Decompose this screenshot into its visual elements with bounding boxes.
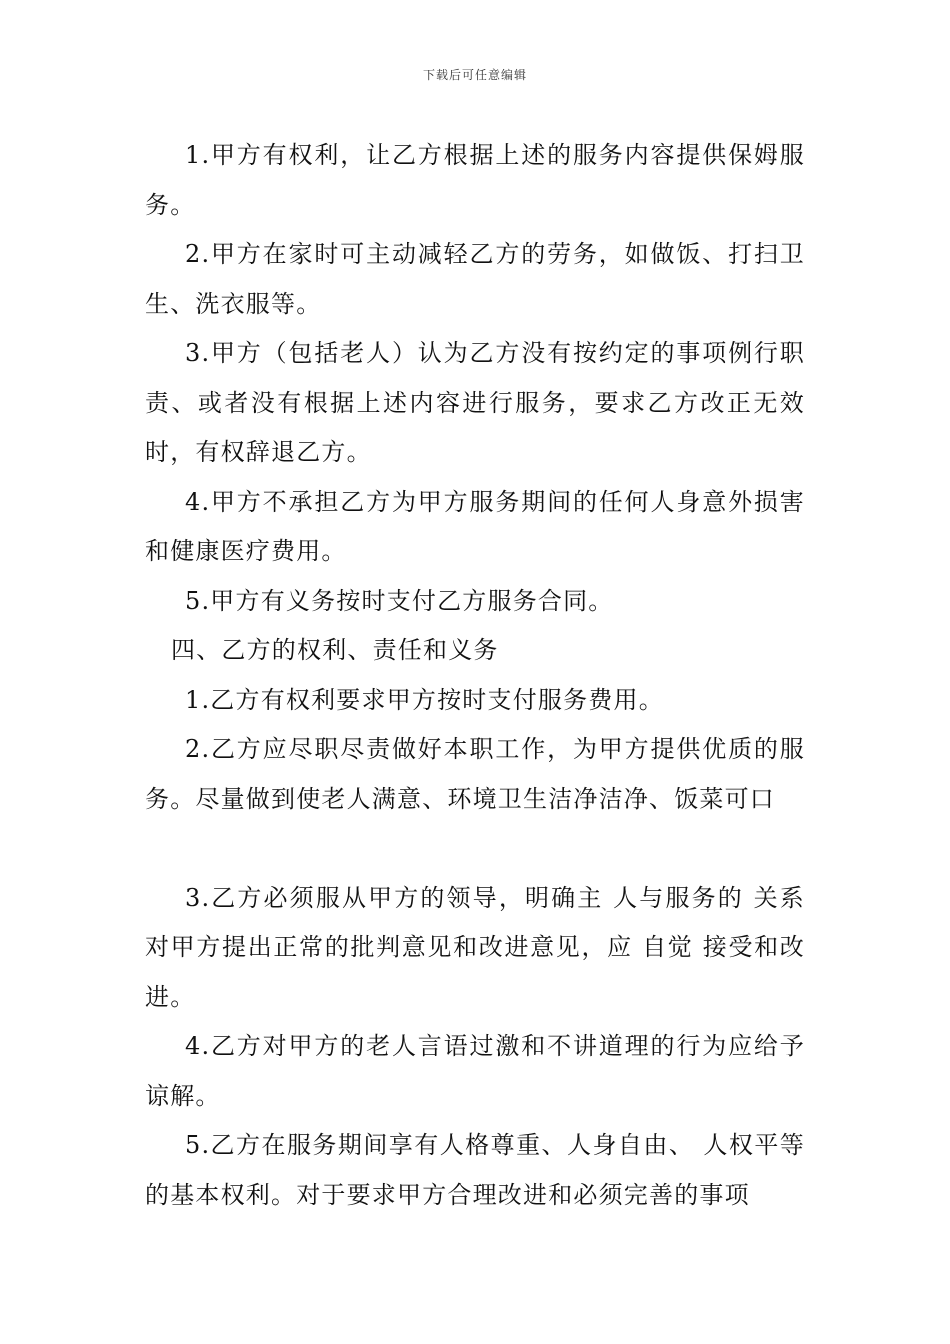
paragraph-party-a-right-2: 2.甲方在家时可主动减轻乙方的劳务，如做饭、打扫卫生、洗衣服等。: [145, 240, 805, 318]
paragraph-party-a-right-3: 3.甲方（包括老人）认为乙方没有按约定的事项例行职责、或者没有根据上述内容进行服务，要求乙方改正无效时，有权辞退乙方。: [145, 339, 805, 466]
paragraph-party-b-right-3: 3.乙方必须服从甲方的领导，明确主 人与服务的 关系对甲方提出正常的批判意见和改进意见，应 自觉 接受和改进。: [145, 883, 805, 1011]
paragraph-party-b-right-5: 5.乙方在服务期间享有人格尊重、人身自由、 人权平等的基本权利。对于要求甲方合理改进和必须完善的事项: [145, 1131, 805, 1209]
blank-line: [145, 824, 805, 874]
paragraph-party-a-right-4: 4.甲方不承担乙方为甲方服务期间的任何人身意外损害和健康医疗费用。: [145, 487, 805, 565]
paragraph-party-b-right-1: 1.乙方有权利要求甲方按时支付服务费用。: [185, 685, 664, 714]
paragraph-party-a-right-5: 5.甲方有义务按时支付乙方服务合同。: [185, 586, 614, 615]
document-body: [145, 131, 805, 1220]
paragraph-party-b-right-2: 2.乙方应尽职尽责做好本职工作，为甲方提供优质的服务。尽量做到使老人满意、环境卫生洁净洁净、饭菜可口: [145, 735, 805, 813]
paragraph-party-a-right-1: 1.甲方有权利，让乙方根据上述的服务内容提供保姆服务。: [145, 141, 805, 219]
page-header: 下载后可任意编辑: [422, 68, 527, 82]
paragraph-party-b-right-4: 4.乙方对甲方的老人言语过激和不讲道理的行为应给予谅解。: [145, 1032, 805, 1110]
section-heading-party-b: 四、乙方的权利、责任和义务: [171, 636, 499, 664]
